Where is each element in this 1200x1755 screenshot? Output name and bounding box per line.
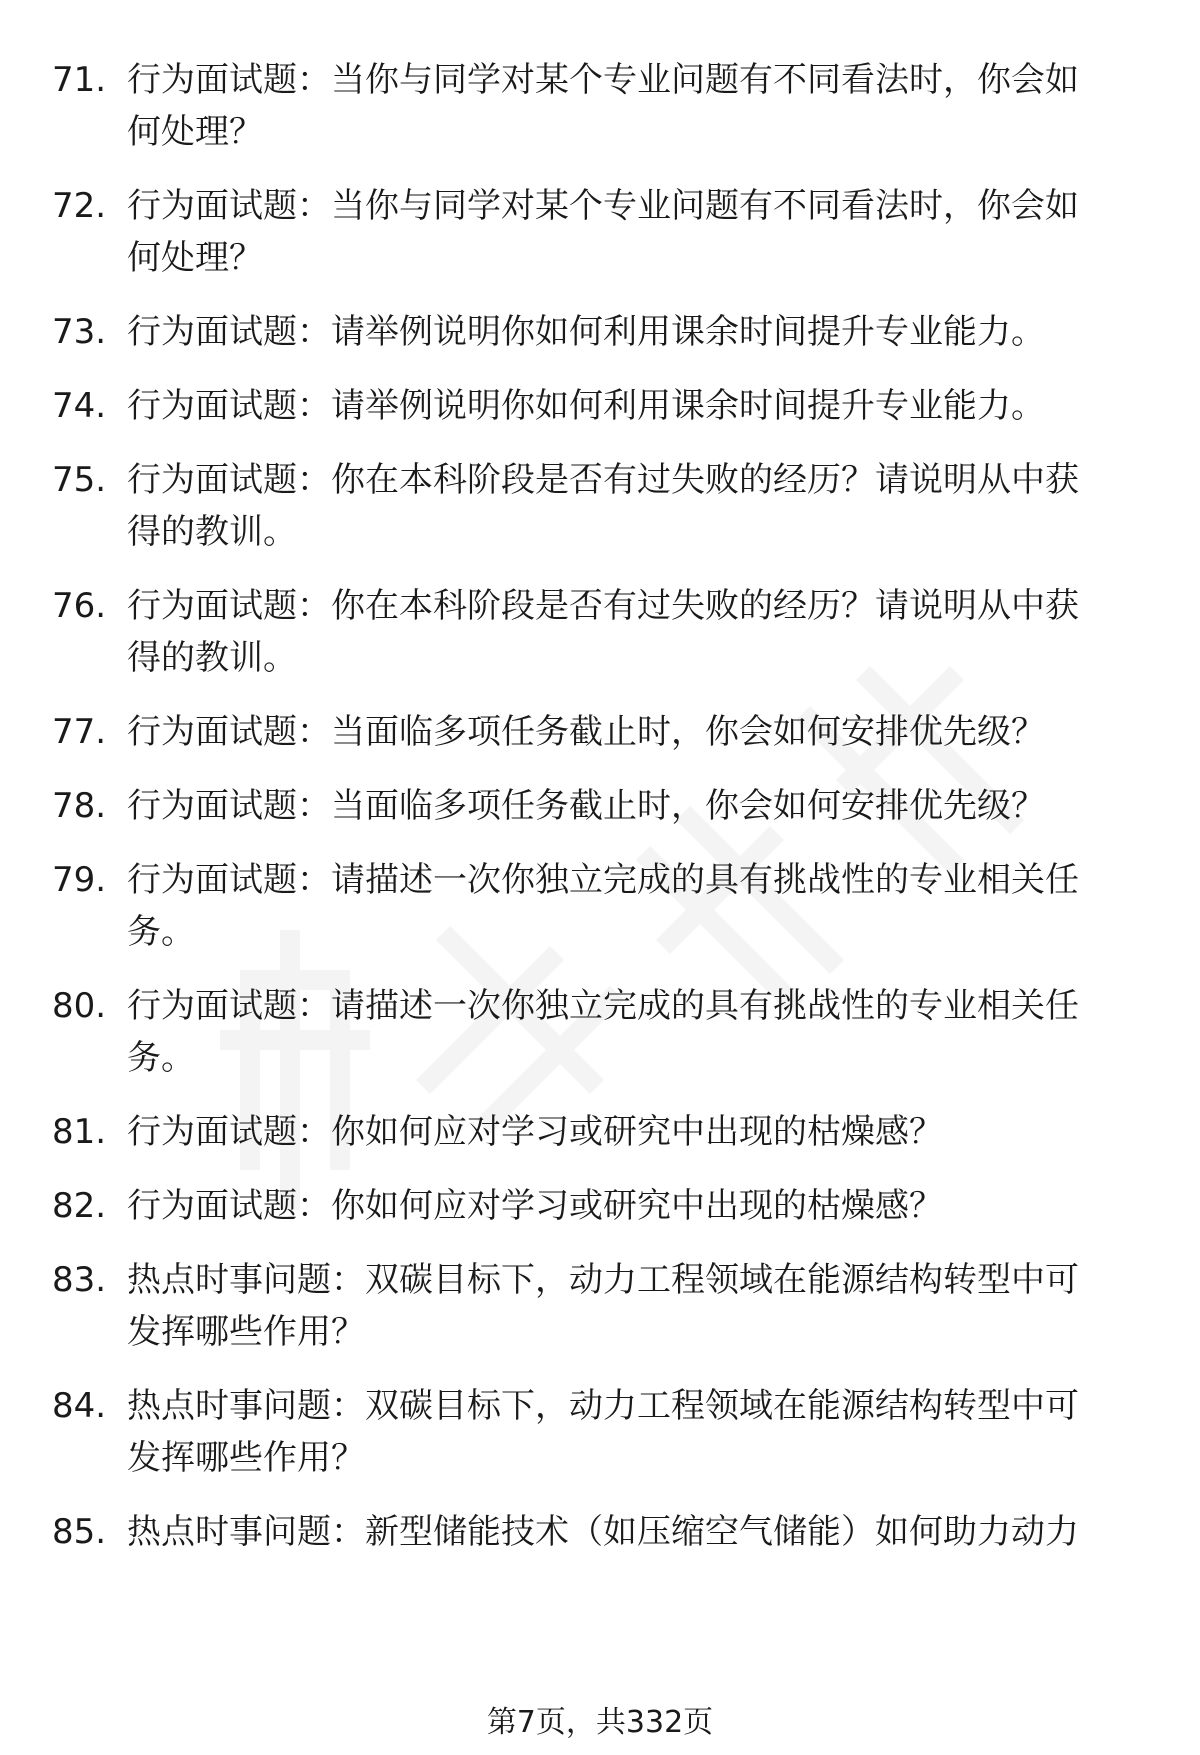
question-text-line: 行为面试题：你在本科阶段是否有过失败的经历？请说明从中获 — [127, 460, 1079, 500]
question-number: 74. — [52, 386, 107, 426]
question-text-line: 行为面试题：请举例说明你如何利用课余时间提升专业能力。 — [127, 386, 1045, 426]
question-text-line: 发挥哪些作用？ — [127, 1438, 365, 1478]
question-item — [0, 1106, 1200, 1158]
question-text-line: 务。 — [127, 1038, 195, 1078]
question-text-line: 行为面试题：当面临多项任务截止时，你会如何安排优先级？ — [127, 712, 1045, 752]
question-number: 84. — [52, 1386, 107, 1426]
question-number: 80. — [52, 986, 107, 1026]
question-text — [127, 1380, 1137, 1484]
question-text-line: 行为面试题：请描述一次你独立完成的具有挑战性的专业相关任 — [127, 860, 1079, 900]
question-number: 77. — [52, 712, 107, 752]
question-item — [0, 180, 1200, 284]
question-text — [127, 1180, 1137, 1232]
question-text-line: 热点时事问题：双碳目标下，动力工程领域在能源结构转型中可 — [127, 1386, 1079, 1426]
question-text — [127, 980, 1137, 1084]
question-text — [127, 380, 1137, 432]
question-text — [127, 706, 1137, 758]
question-item — [0, 780, 1200, 832]
question-text-line: 热点时事问题：双碳目标下，动力工程领域在能源结构转型中可 — [127, 1260, 1079, 1300]
question-text — [127, 580, 1137, 684]
page-footer — [0, 1703, 1200, 1743]
question-item — [0, 380, 1200, 432]
question-item — [0, 580, 1200, 684]
question-text-line: 行为面试题：当你与同学对某个专业问题有不同看法时，你会如 — [127, 60, 1079, 100]
question-text — [127, 1254, 1137, 1358]
question-number: 78. — [52, 786, 107, 826]
question-text — [127, 180, 1137, 284]
question-item — [0, 54, 1200, 158]
question-item — [0, 1254, 1200, 1358]
question-text — [127, 1106, 1137, 1158]
question-text-line: 何处理？ — [127, 112, 263, 152]
question-text-line: 得的教训。 — [127, 638, 297, 678]
question-text-line: 热点时事问题：新型储能技术（如压缩空气储能）如何助力动力 — [127, 1512, 1079, 1552]
question-number: 81. — [52, 1112, 107, 1152]
question-number: 71. — [52, 60, 107, 100]
question-number: 72. — [52, 186, 107, 226]
question-text — [127, 306, 1137, 358]
question-item — [0, 706, 1200, 758]
question-item — [0, 980, 1200, 1084]
question-text-line: 行为面试题：你如何应对学习或研究中出现的枯燥感？ — [127, 1112, 943, 1152]
question-text-line: 发挥哪些作用？ — [127, 1312, 365, 1352]
question-list — [0, 54, 1200, 1580]
question-text-line: 行为面试题：当面临多项任务截止时，你会如何安排优先级？ — [127, 786, 1045, 826]
question-number: 79. — [52, 860, 107, 900]
question-text — [127, 1506, 1137, 1558]
question-text — [127, 454, 1137, 558]
question-text-line: 行为面试题：请描述一次你独立完成的具有挑战性的专业相关任 — [127, 986, 1079, 1026]
question-text — [127, 854, 1137, 958]
question-number: 82. — [52, 1186, 107, 1226]
question-text-line: 得的教训。 — [127, 512, 297, 552]
question-text-line: 行为面试题：你如何应对学习或研究中出现的枯燥感？ — [127, 1186, 943, 1226]
question-item — [0, 306, 1200, 358]
question-item — [0, 1380, 1200, 1484]
question-number: 83. — [52, 1260, 107, 1300]
question-text-line: 行为面试题：你在本科阶段是否有过失败的经历？请说明从中获 — [127, 586, 1079, 626]
question-text-line: 何处理？ — [127, 238, 263, 278]
question-number: 73. — [52, 312, 107, 352]
question-item — [0, 854, 1200, 958]
question-text-line: 行为面试题：当你与同学对某个专业问题有不同看法时，你会如 — [127, 186, 1079, 226]
question-number: 75. — [52, 460, 107, 500]
question-text-line: 务。 — [127, 912, 195, 952]
question-number: 85. — [52, 1512, 107, 1552]
question-text — [127, 780, 1137, 832]
question-text-line: 行为面试题：请举例说明你如何利用课余时间提升专业能力。 — [127, 312, 1045, 352]
question-number: 76. — [52, 586, 107, 626]
question-item — [0, 454, 1200, 558]
question-text — [127, 54, 1137, 158]
question-item — [0, 1180, 1200, 1232]
page-number-label: 第7页，共332页 — [486, 1705, 714, 1740]
question-item — [0, 1506, 1200, 1558]
